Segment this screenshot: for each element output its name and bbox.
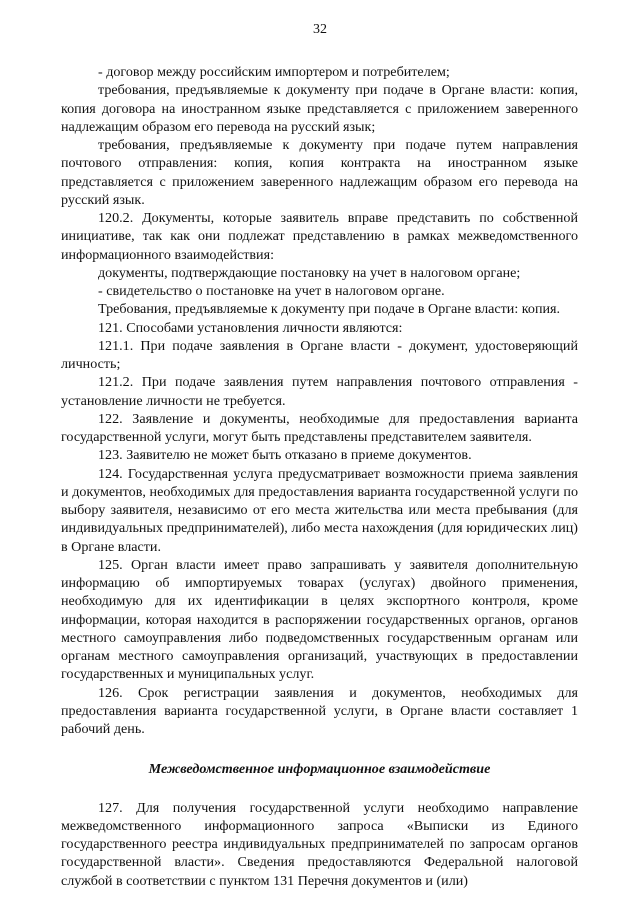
paragraph: 127. Для получения государственной услуги необходимо направление межведомственного информационного запроса «Выписки из Единого государственного реестра индивидуальных предпринимателей по запросам органов государственной власти». Сведения предоставляются Федеральной налоговой службой в соответствии с пунктом 131 Перечня документов и (или) [61, 799, 578, 889]
page-number: 32 [313, 22, 327, 37]
paragraph: 123. Заявителю не может быть отказано в приеме документов. [98, 447, 472, 464]
paragraph: - свидетельство о постановке на учет в налоговом органе. [98, 283, 445, 299]
paragraph: 121.1. При подаче заявления в Органе власти - документ, удостоверяющий личность; [61, 337, 578, 372]
paragraph: 120.2. Документы, которые заявитель вправе представить по собственной инициативе, так как они подлежат представлению в рамках межведомственного информационного взаимодействия: [61, 210, 578, 263]
paragraph: требования, предъявляемые к документу при подаче путем направления почтового отправления: копия, копия контракта на иностранном языке представляется с приложением заверенного надлежащим образом его перевода на русский язык. [61, 137, 578, 208]
document-body [61, 63, 578, 890]
section-heading: Межведомственное информационное взаимодействие [148, 761, 491, 778]
paragraph: 124. Государственная услуга предусматривает возможности приема заявления и документов, необходимых для предоставления варианта государственной услуги по выбору заявителя, независимо от его места жительства или места пребывания (для индивидуальных предпринимателей), либо места нахождения (для юридических лиц) в Органе власти. [61, 465, 578, 555]
paragraph: 126. Срок регистрации заявления и документов, необходимых для предоставления варианта государственной услуги, в Органе власти составляет 1 рабочий день. [61, 684, 578, 737]
paragraph: - договор между российским импортером и потребителем; [98, 64, 450, 80]
paragraph: 125. Орган власти имеет право запрашивать у заявителя дополнительную информацию об импортируемых товарах (услугах) двойного применения, необходимую для их идентификации в целях экспортного контроля, кроме информации, которая находится в распоряжении государственных органов, органов местного самоуправления либо подведомственных государственным органам или органам местного самоуправления организаций, участвующих в предоставлении государственных и муниципальных услуг. [61, 556, 578, 683]
paragraph: требования, предъявляемые к документу при подаче в Органе власти: копия, копия договора на иностранном языке представляется с приложением заверенного надлежащим образом его перевода на русский язык; [61, 82, 578, 135]
paragraph: 122. Заявление и документы, необходимые для предоставления варианта государственной услуги, могут быть представлены представителем заявителя. [61, 410, 578, 445]
paragraph: 121.2. При подаче заявления путем направления почтового отправления - установление личности не требуется. [61, 374, 578, 409]
paragraph: Требования, предъявляемые к документу при подаче в Органе власти: копия. [98, 301, 561, 318]
paragraph: 121. Способами установления личности являются: [98, 319, 403, 336]
paragraph: документы, подтверждающие постановку на учет в налоговом органе; [98, 264, 521, 281]
